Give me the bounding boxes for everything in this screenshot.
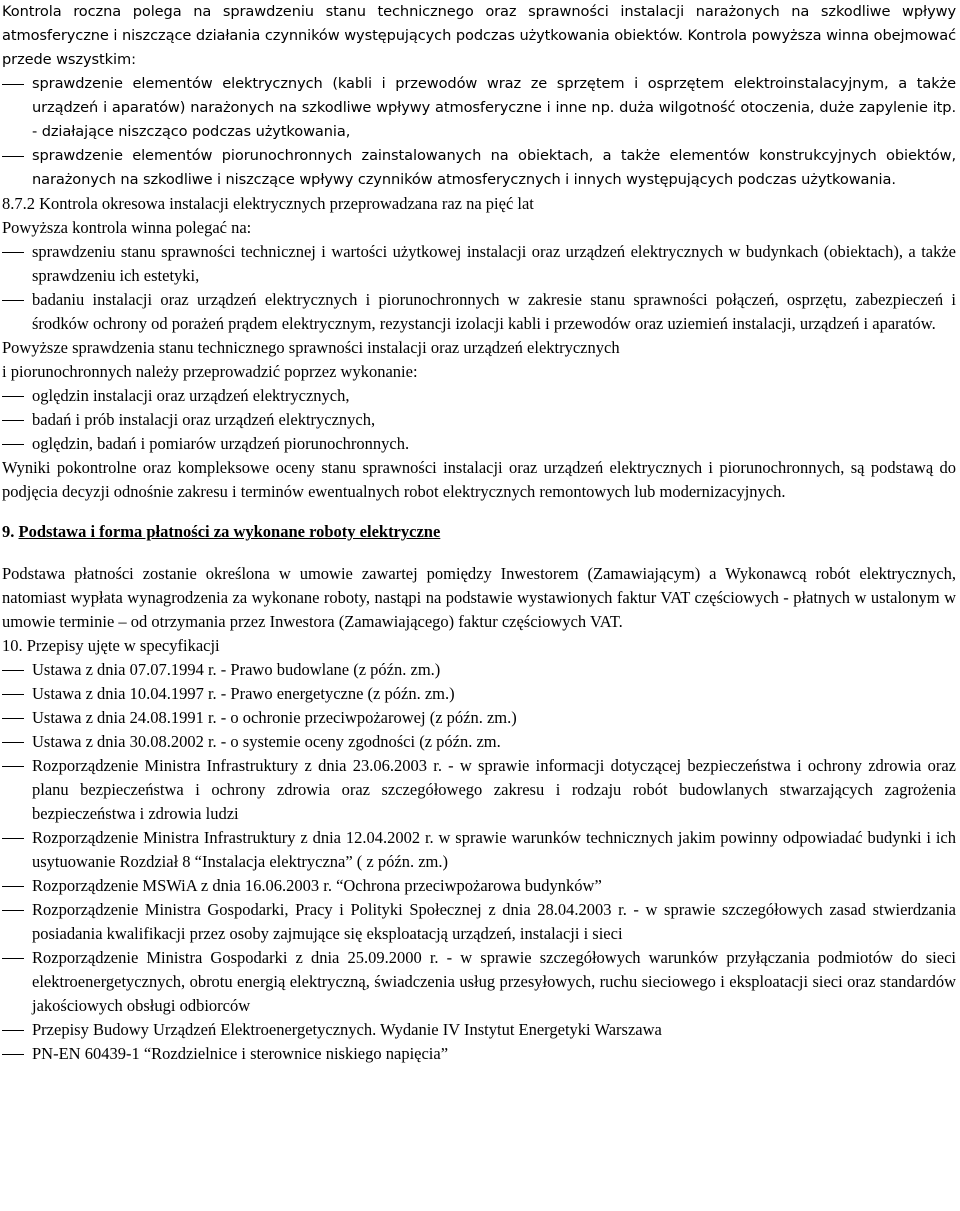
section-9-paragraph: Podstawa płatności zostanie określona w umowie zawartej pomiędzy Inwestorem (Zamawiającym) a Wykonawcą robót elektrycznych, natomiast wypłata wynagrodzenia za wykonane roboty, nastąpi na podstawie wystawionych faktur VAT częściowych - płatnych w ustalonym w umowie terminie – od otrzymania przez Inwestora (Zamawiającego) faktur częściowych VAT. bbox=[2, 564, 956, 631]
list-item: sprawdzeniu stanu sprawności technicznej i wartości użytkowej instalacji oraz urządzeń elektrycznych w budynkach (obiektach), a także sprawdzeniu ich estetyki, bbox=[2, 240, 956, 288]
list-item: badaniu instalacji oraz urządzeń elektrycznych i piorunochronnych w zakresie stanu sprawności połączeń, osprzętu, zabezpieczeń i środków ochrony od porażeń prądem elektrycznym, rezystancji izolacji kabli i przewodów oraz uziemień instalacji, urządzeń i aparatów. bbox=[2, 288, 956, 336]
section-9-title: Podstawa i forma płatności za wykonane roboty elektryczne bbox=[18, 522, 441, 541]
list-item: Rozporządzenie Ministra Gospodarki z dnia 25.09.2000 r. - w sprawie szczegółowych warunków przyłączania podmiotów do sieci elektroenergetycznych, obrotu energią elektryczną, świadczenia usług przesyłowych, ruchu sieciowego i eksploatacji sieci oraz standardów jakościowych obsługi odbiorców bbox=[2, 946, 956, 1018]
list-item: PN-EN 60439-1 “Rozdzielnice i sterownice niskiego napięcia” bbox=[2, 1042, 956, 1066]
section-872-lead: Powyższa kontrola winna polegać na: bbox=[2, 218, 252, 237]
list-item: Ustawa z dnia 24.08.1991 r. - o ochronie przeciwpożarowej (z późn. zm.) bbox=[2, 706, 956, 730]
section-10-list bbox=[2, 658, 956, 1066]
list-item: sprawdzenie elementów elektrycznych (kabli i przewodów wraz ze sprzętem i osprzętem elektroinstalacyjnym, a także urządzeń i aparatów) narażonych na szkodliwe wpływy atmosferyczne i inne np. duża wilgotność otoczenia, duże zapylenie itp. - działające niszcząco podczas użytkowania, bbox=[2, 72, 956, 144]
list-item: Przepisy Budowy Urządzeń Elektroenergetycznych. Wydanie IV Instytut Energetyki Warszawa bbox=[2, 1018, 956, 1042]
section-872-line1: Powyższe sprawdzenia stanu technicznego sprawności instalacji oraz urządzeń elektrycznych bbox=[2, 338, 620, 357]
section-872-title: 8.7.2 Kontrola okresowa instalacji elektrycznych przeprowadzana raz na pięć lat bbox=[2, 194, 534, 213]
section-9-number: 9. bbox=[2, 522, 15, 541]
section-9-heading bbox=[2, 520, 956, 544]
spacer bbox=[2, 544, 956, 562]
spacer bbox=[2, 504, 956, 520]
list-item: oględzin, badań i pomiarów urządzeń piorunochronnych. bbox=[2, 432, 956, 456]
section-872-results: Wyniki pokontrolne oraz kompleksowe oceny stanu sprawności instalacji oraz urządzeń elektrycznych i piorunochronnych, są podstawą do podjęcia decyzji odnośnie zakresu i terminów ewentualnych robot elektrycznych remontowych lub modernizacyjnych. bbox=[2, 458, 956, 501]
section-10-title: 10. Przepisy ujęte w specyfikacji bbox=[2, 636, 220, 655]
list-item: Rozporządzenie Ministra Infrastruktury z dnia 23.06.2003 r. - w sprawie informacji dotyczącej bezpieczeństwa i ochrony zdrowia oraz planu bezpieczeństwa i ochrony zdrowia oraz szczegółowego zakresu i rodzaju robót budowlanych stwarzających zagrożenia bezpieczeństwa i zdrowia ludzi bbox=[2, 754, 956, 826]
list-item: Ustawa z dnia 10.04.1997 r. - Prawo energetyczne (z późn. zm.) bbox=[2, 682, 956, 706]
list-item: Rozporządzenie MSWiA z dnia 16.06.2003 r. “Ochrona przeciwpożarowa budynków” bbox=[2, 874, 956, 898]
section-872-list-2 bbox=[2, 384, 956, 456]
section-872-list bbox=[2, 240, 956, 336]
list-item: Rozporządzenie Ministra Infrastruktury z dnia 12.04.2002 r. w sprawie warunków technicznych jakim powinny odpowiadać budynki i ich usytuowanie Rozdział 8 “Instalacja elektryczna” ( z późn. zm.) bbox=[2, 826, 956, 874]
list-item: oględzin instalacji oraz urządzeń elektrycznych, bbox=[2, 384, 956, 408]
intro-paragraph: Kontrola roczna polega na sprawdzeniu stanu technicznego oraz sprawności instalacji narażonych na szkodliwe wpływy atmosferyczne i niszczące działania czynników występujących podczas użytkowania obiektów. Kontrola powyższa winna obejmować przede wszystkim: bbox=[2, 3, 956, 68]
intro-list bbox=[2, 72, 956, 192]
section-872-line2: i piorunochronnych należy przeprowadzić poprzez wykonanie: bbox=[2, 362, 418, 381]
list-item: Ustawa z dnia 07.07.1994 r. - Prawo budowlane (z późn. zm.) bbox=[2, 658, 956, 682]
list-item: Ustawa z dnia 30.08.2002 r. - o systemie oceny zgodności (z późn. zm. bbox=[2, 730, 956, 754]
list-item: badań i prób instalacji oraz urządzeń elektrycznych, bbox=[2, 408, 956, 432]
list-item: Rozporządzenie Ministra Gospodarki, Pracy i Polityki Społecznej z dnia 28.04.2003 r. - w sprawie szczegółowych zasad stwierdzania posiadania kwalifikacji przez osoby zajmujące się eksploatacją urządzeń, instalacji i sieci bbox=[2, 898, 956, 946]
list-item: sprawdzenie elementów piorunochronnych zainstalowanych na obiektach, a także elementów konstrukcyjnych obiektów, narażonych na szkodliwe i niszczące wpływy czynników atmosferycznych i innych występujących podczas użytkowania. bbox=[2, 144, 956, 192]
document-page bbox=[2, 0, 956, 1066]
